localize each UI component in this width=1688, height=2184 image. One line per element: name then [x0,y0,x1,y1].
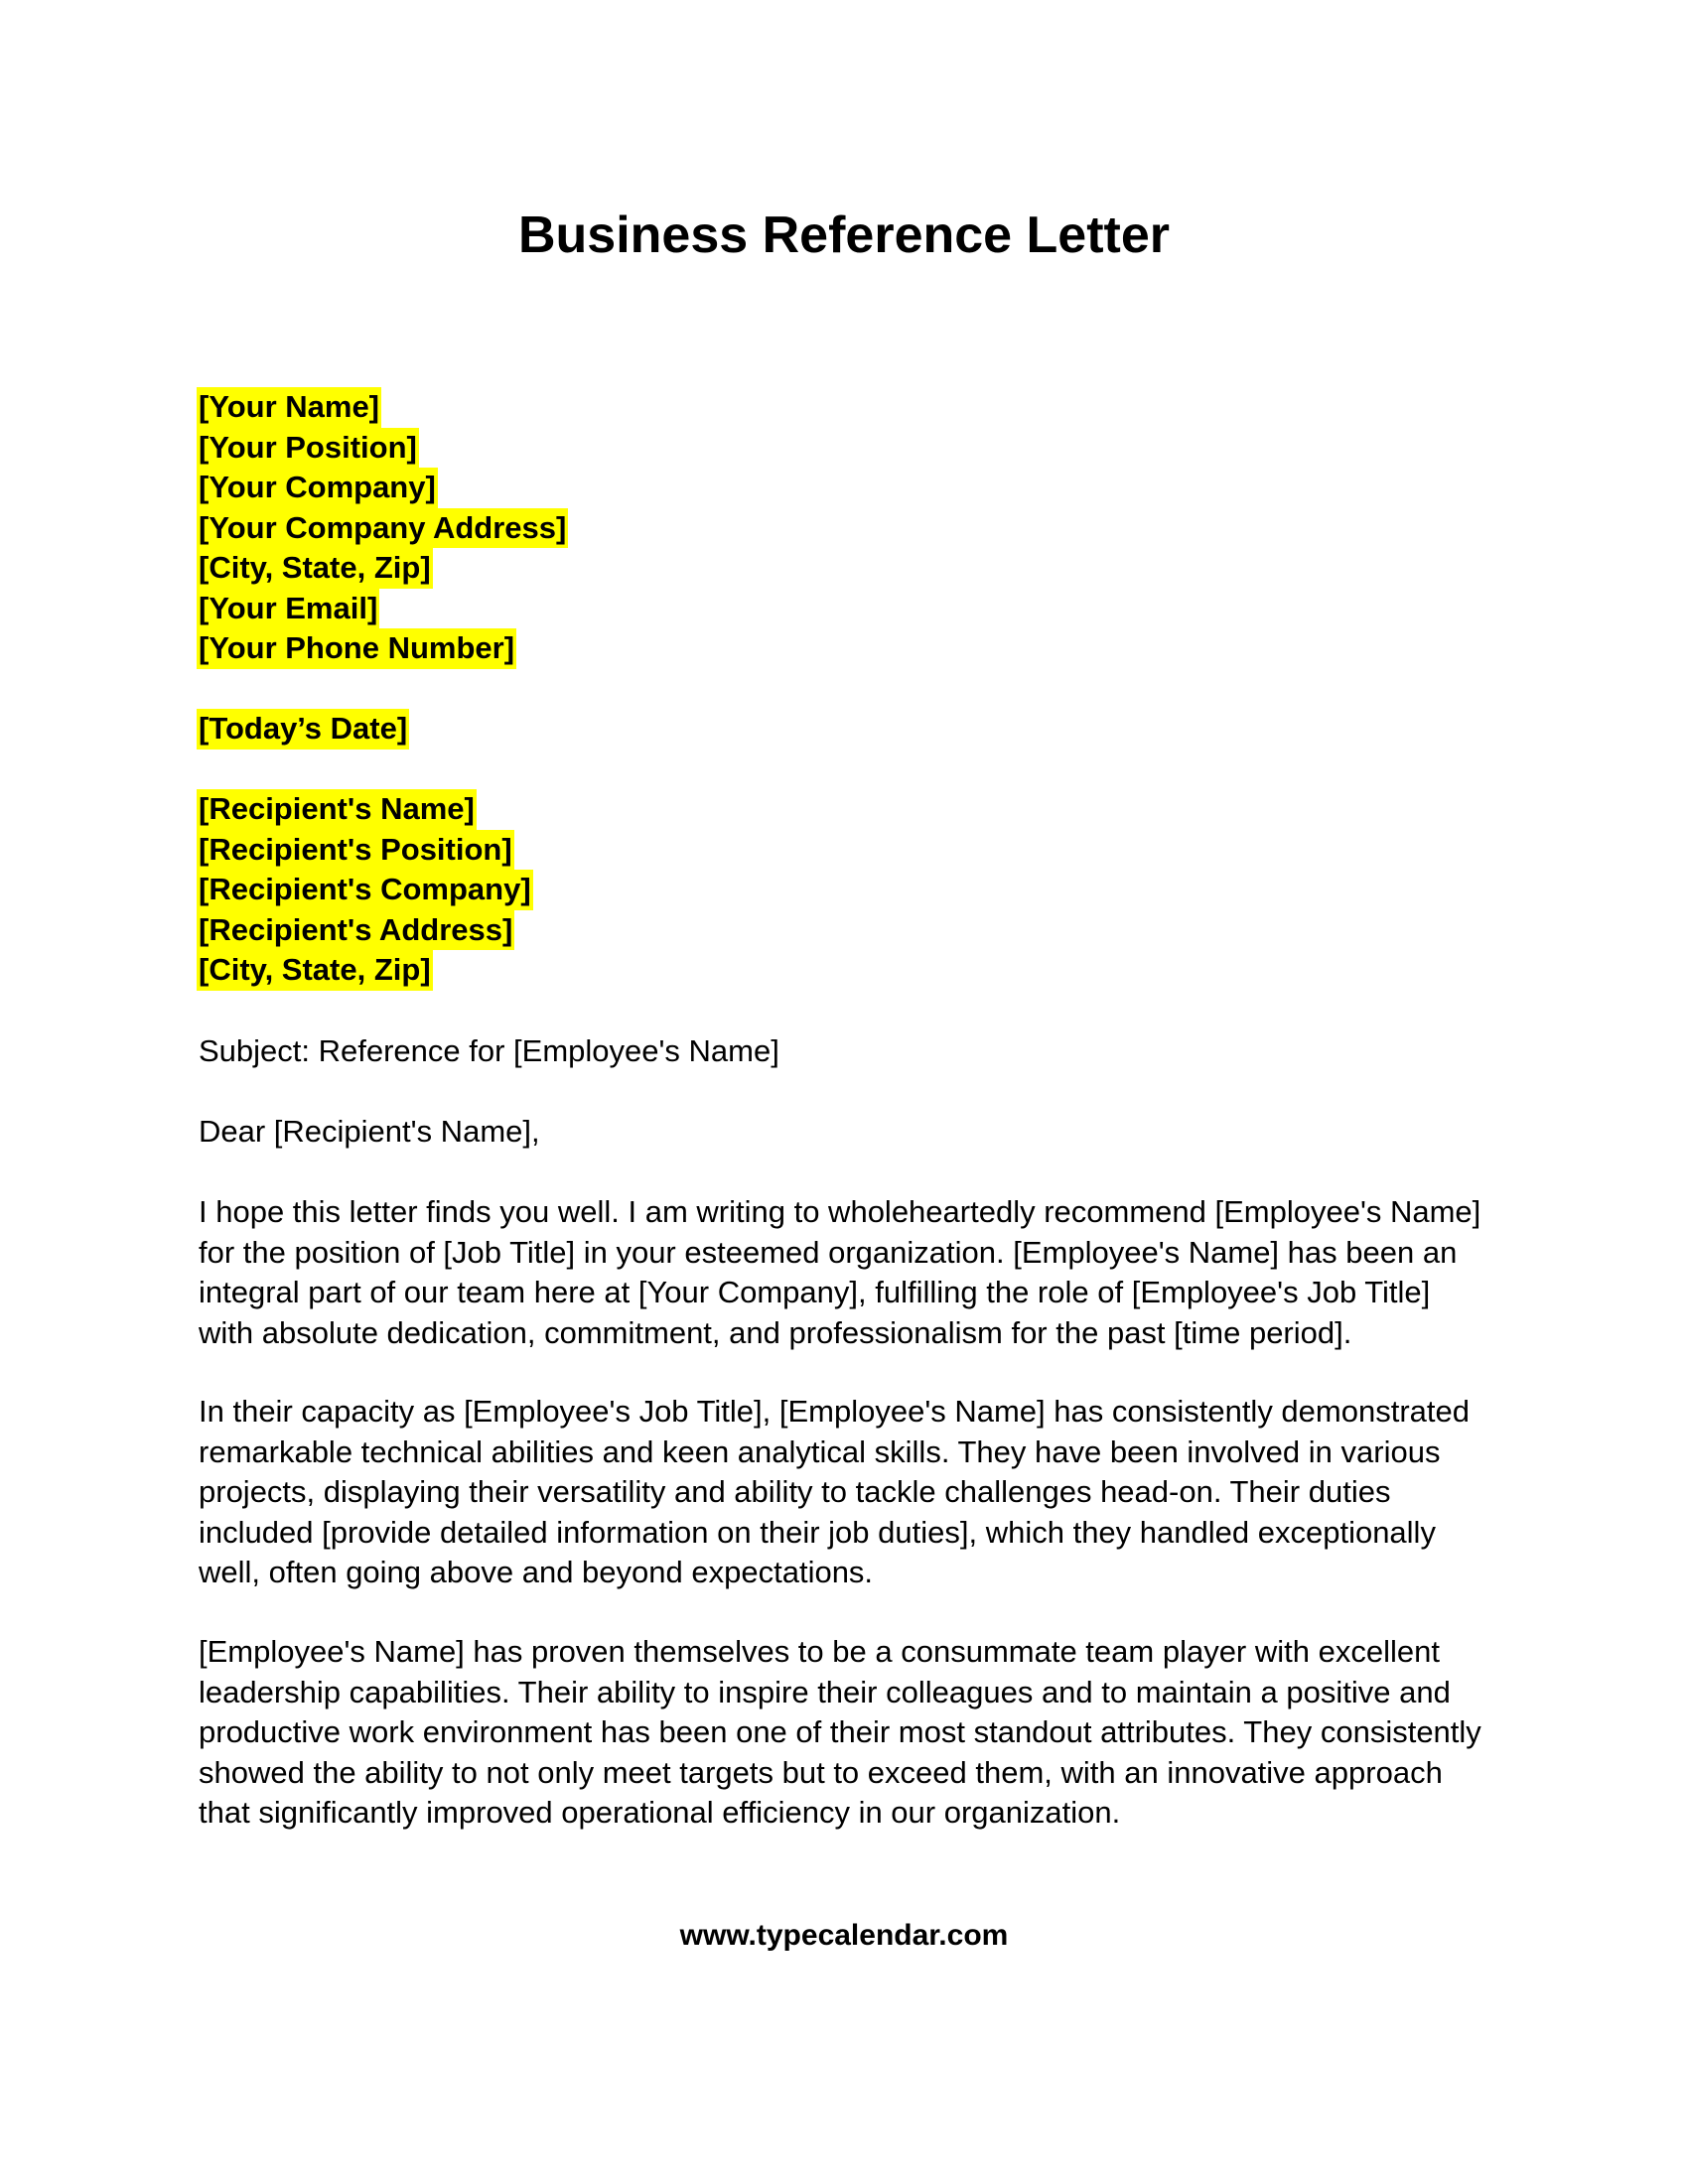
recipient-block [199,789,1489,991]
sender-block [199,387,1489,669]
recipient-company: [Recipient's Company] [197,870,533,910]
body-paragraph-2: In their capacity as [Employee's Job Title], [Employee's Name] has consistently demonstrated remarkable technical abilities and keen analytical skills. They have been involved in various projects, displaying their versatility and ability to tackle challenges head-on. Their duties included [provide detailed information on their job duties], which they handled exceptionally well, often going above and beyond expectations. [199,1394,1470,1589]
sender-company: [Your Company] [197,468,438,508]
sender-email: [Your Email] [197,589,379,629]
sender-company-address: [Your Company Address] [197,508,568,549]
date-block [199,709,1489,750]
recipient-position: [Recipient's Position] [197,830,514,871]
sender-city-state-zip: [City, State, Zip] [197,548,433,589]
letter-date: [Today’s Date] [197,709,409,750]
sender-name: [Your Name] [197,387,381,428]
body-paragraph-3: [Employee's Name] has proven themselves to be a consummate team player with excellent leadership capabilities. Their ability to inspire their colleagues and to maintain a positive and productive work environment has been one of their most standout attributes. They consistently showed the ability to not only meet targets but to exceed them, with an innovative approach that significantly improved operational efficiency in our organization. [199,1634,1481,1830]
recipient-address: [Recipient's Address] [197,910,514,951]
sender-phone: [Your Phone Number] [197,628,516,669]
recipient-name: [Recipient's Name] [197,789,477,830]
salutation: Dear [Recipient's Name], [199,1114,540,1149]
body-paragraph-1: I hope this letter finds you well. I am writing to wholeheartedly recommend [Employee's Name] for the position of [Job Title] in your esteemed organization. [Employee's Name] has been an integral part of our team here at [Your Company], fulfilling the role of [Employee's Job Title] with absolute dedication, commitment, and professionalism for the past [time period]. [199,1194,1481,1350]
subject-line: Subject: Reference for [Employee's Name] [199,1033,779,1068]
sender-position: [Your Position] [197,428,419,469]
footer-website: www.typecalendar.com [679,1919,1009,1952]
recipient-city-state-zip: [City, State, Zip] [197,950,433,991]
document-title: Business Reference Letter [517,206,1171,264]
